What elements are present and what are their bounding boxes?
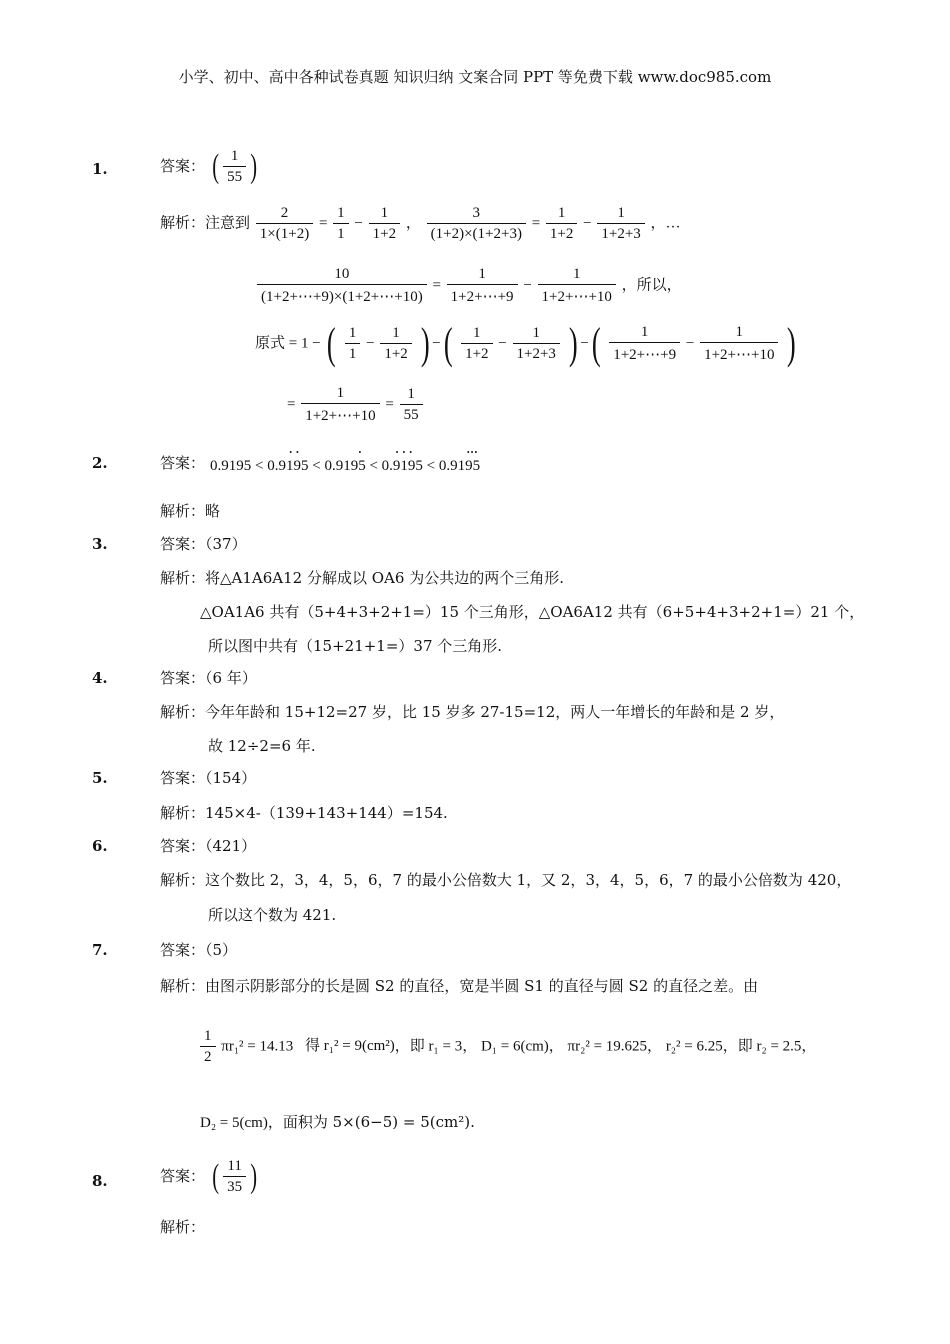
q6-analysis-text: 这个数比 2，3，4，5，6，7 的最小公倍数大 1，又 2，3，4，5，6，7 的最小公倍数为 420， [205,871,852,889]
equals: = [385,396,394,413]
analysis-label: 解析： [160,703,206,721]
minus: − [583,215,592,232]
frac-den: 1+2+3 [597,223,644,243]
frac-den: 1+2 [546,223,577,243]
q7-analysis-line2: $\frac{1}{2}$ πr₁² = 14.13 得 r₁² = 9(cm²)，即 r₁ = 3， D₁ = 6(cm)， πr₂² = 19.625， r₂² = 6.25，即 r₂ = 2.5， [198,1028,816,1066]
question-number-5: 5. [92,769,108,787]
frac-den: 1×(1+2) [256,223,313,243]
frac-den: 1+2+⋯+9 [609,342,680,364]
decimal-text: 0.9195 [381,458,423,474]
q6-analysis-line1 [160,869,851,890]
frac-num: 1 [337,205,345,221]
minus: − [523,277,532,294]
ellipsis: ，… [650,215,681,232]
q5-analysis [160,802,448,823]
expr-start: = 1 − [288,335,321,352]
frac-num: 1 [532,325,540,341]
frac-num: 1 [473,325,481,341]
q1-answer-row [160,148,259,186]
decimal-text: 0.9195 [267,458,309,474]
frac-den: 1 [333,223,349,243]
q6-answer [160,835,256,856]
frac-den: 1+2+⋯+10 [301,403,379,425]
q7-answer [160,939,237,960]
answer-label: 答案： [160,669,206,687]
q2-answer-row [160,452,205,473]
q7-analysis-line1 [160,975,758,996]
frac-den: (1+2)×(1+2+3) [427,223,526,243]
q3-analysis-line1 [160,567,564,588]
q8-analysis: 解析： [160,1218,206,1236]
frac-den: 1+2 [461,343,492,363]
frac-num: 10 [334,266,350,282]
equals: = [287,396,296,413]
answer-label: 答案： [160,941,206,959]
frac-den: 1+2+⋯+10 [700,342,778,364]
decimal-text: 0.9195 [438,458,481,474]
minus: − [354,215,363,232]
frac-den: 1+2 [369,223,400,243]
q4-analysis-text: 今年年龄和 15+12=27 岁，比 15 岁多 27-15=12，两人一年增长的年龄和是 2 岁， [205,703,785,721]
q5-answer [160,767,256,788]
answer-label: 答案： [160,1167,206,1185]
question-number-6: 6. [92,837,108,855]
q1-analysis-line1 [160,205,681,243]
q8-answer-numerator: 11 [227,1158,242,1174]
question-number-8: 8. [92,1172,108,1190]
q3-analysis-line3: 所以图中共有（15+21+1=）37 个三角形. [208,637,503,655]
less-than: < [255,458,264,474]
q7-area: ，面积为 5×(6−5) = 5(cm²). [267,1113,475,1131]
frac-num: 1 [640,324,649,340]
q7-equation-b: 得 r₁² = 9(cm²) [305,1038,395,1055]
repeat-dots: ••• [466,448,479,457]
answer-label: 答案： [160,454,206,472]
frac-num: 1 [348,325,357,341]
frac-den: 1 [345,343,361,363]
minus: − [498,335,507,352]
decimal-text: 0.9195 [210,458,252,474]
minus: − [432,335,441,352]
q1-answer-denominator: 55 [223,166,246,186]
q1-analysis-line4 [287,385,425,425]
frac-num: 1 [336,385,345,401]
original-expression-label: 原式 [255,333,286,352]
q7-analysis-text: 由图示阴影部分的长是圆 S2 的直径，宽是半圆 S1 的直径与圆 S2 的直径之差。由 [205,977,759,995]
q2-analysis-text: 略 [205,502,221,520]
frac-num: 1 [735,324,743,340]
q1-analysis-line3: 原式 = 1 − ( $\frac{1}{1}$ − $\frac{1}{1+2}$ ) −( $\frac{1}{1+2}$ − $\frac{1}{1+2+3}$ ) −( $\frac{1}{1+2+\cdots+9}$ − $\frac{1}{1+2+\cdots+10}$ ) [255,319,796,368]
q7-equation-e: πr₂² = 19.625， [567,1038,663,1055]
repeat-dots: • • • [395,448,414,457]
frac-den: 1+2+⋯+9 [447,284,518,306]
frac-num: 1 [407,386,415,402]
so-text: ，所以， [621,275,682,294]
q3-analysis-text: 将△A1A6A12 分解成以 OA6 为公共边的两个三角形. [205,569,564,587]
q5-analysis-text: 145×4-（139+143+144）=154. [205,804,448,822]
analysis-label: 解析： [160,804,206,822]
frac-num: 1 [204,1028,212,1044]
q7-equation-a: πr₁² = 14.13 [221,1038,294,1055]
q4-analysis-line1 [160,701,784,722]
frac-num: 1 [380,205,389,221]
q2-analysis [160,500,220,521]
page-header: 小学、初中、高中各种试卷真题 知识归纳 文案合同 PPT 等免费下载 www.doc985.com [178,68,772,86]
q8-answer-value: ( $\frac{11}{35}$ ) [212,1158,258,1195]
frac-den: (1+2+⋯+9)×(1+2+⋯+10) [257,284,427,306]
minus: − [366,335,375,352]
frac-num: 2 [280,205,289,221]
q7-equation-f: r₂² = 6.25，即 r₂ = 2.5， [665,1038,817,1055]
q3-answer-value: （37） [205,535,247,553]
question-number-7: 7. [92,941,108,959]
frac-num: 1 [572,266,581,282]
q4-answer-value: （6 年） [205,669,257,687]
answer-label: 答案： [160,535,206,553]
answer-label: 答案： [160,837,206,855]
q3-answer [160,533,247,554]
q6-answer-value: （421） [205,837,257,855]
q7-equation-d: D₁ = 6(cm)， [480,1038,564,1055]
frac-den: 1+2+3 [513,343,560,363]
q6-analysis-line2: 所以这个数为 421. [208,906,337,924]
frac-num: 1 [392,325,400,341]
repeat-dots: • [358,448,363,457]
less-than: < [312,458,321,474]
decimal-2 [267,448,309,475]
answer-label: 答案： [160,157,206,175]
equals: = [318,215,328,232]
q7-d2: D₂ = 5(cm) [200,1115,268,1131]
q2-answer-value [210,448,481,475]
frac-num: 1 [478,266,486,282]
q4-analysis-line2: 故 12÷2=6 年. [208,737,316,755]
equals: = [531,215,541,232]
q1-intro: 注意到 [205,213,251,232]
q7-equation-c: ，即 r₁ = 3， [394,1038,478,1055]
q7-analysis-line3 [200,1111,475,1132]
minus: − [685,335,695,352]
frac-den: 1+2 [380,343,411,363]
question-number-3: 3. [92,535,108,553]
less-than: < [426,458,436,474]
analysis-label: 解析： [160,871,206,889]
frac-den: 1+2+⋯+10 [538,284,616,306]
decimal-text: 0.9195 [324,458,366,474]
q1-answer-numerator: 1 [230,148,239,164]
answer-label: 答案： [160,769,206,787]
decimal-3 [324,448,366,475]
analysis-label: 解析： [160,502,206,520]
less-than: < [369,458,378,474]
q1-answer-value: ( $\frac{1}{55}$ ) [212,148,258,185]
q7-answer-value: （5） [205,941,238,959]
comma: ， [405,215,421,232]
q3-analysis-line2: △OA1A6 共有（5+4+3+2+1=）15 个三角形，△OA6A12 共有（6+5+4+3+2+1=）21 个， [200,603,865,621]
decimal-1 [210,458,251,475]
equals: = [432,277,441,294]
question-number-4: 4. [92,669,108,687]
q5-answer-value: （154） [205,769,257,787]
minus: − [580,335,589,352]
decimal-5 [438,448,481,475]
analysis-label: 解析： [160,977,206,995]
q4-answer [160,667,257,688]
frac-num: 3 [472,205,481,221]
q8-answer-denominator: 35 [223,1176,246,1196]
question-number-2: 2. [92,454,108,472]
question-number-1: 1. [92,160,108,178]
analysis-label: 解析： [160,213,206,232]
q8-answer-row [160,1158,259,1196]
analysis-label: 解析： [160,569,206,587]
decimal-4 [381,448,423,475]
frac-num: 1 [557,205,566,221]
repeat-dots: • • [289,448,300,457]
frac-num: 1 [617,205,625,221]
q1-analysis-line2 [255,266,682,306]
frac-den: 55 [400,404,423,424]
